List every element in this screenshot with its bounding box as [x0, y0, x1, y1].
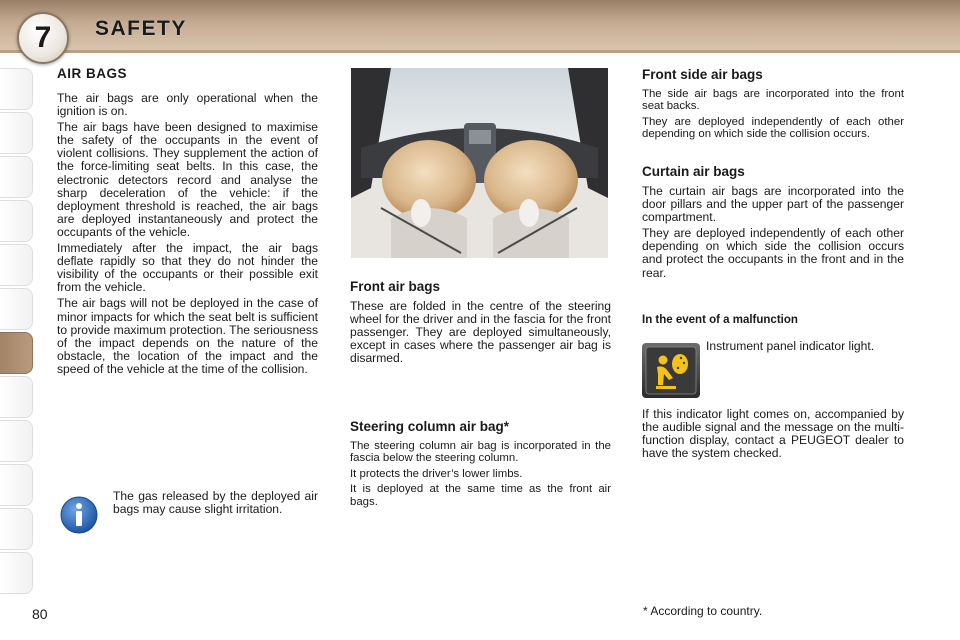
paragraph: They are deployed independently of each other depending on which side the collision occurs and protect the occupants in the front and in the rear. — [642, 226, 904, 280]
section-heading: Front side air bags — [642, 67, 763, 82]
page-number: 80 — [32, 606, 48, 622]
chapter-tab[interactable] — [0, 552, 33, 594]
chapter-tab[interactable] — [0, 156, 33, 198]
info-icon — [59, 495, 99, 535]
malfunction-section — [642, 314, 904, 326]
chapter-tab[interactable] — [0, 376, 33, 418]
left-column — [57, 66, 318, 379]
paragraph: It protects the driver’s lower limbs. — [350, 467, 523, 480]
section-heading: AIR BAGS — [57, 66, 128, 81]
paragraph: It is deployed at the same time as the front air bags. — [350, 483, 611, 508]
paragraph: The side air bags are incorporated into the front seat backs. — [642, 88, 904, 113]
chapter-tab[interactable] — [0, 508, 33, 550]
footnote: * According to country. — [643, 604, 763, 618]
paragraph: The curtain air bags are incorporated into the door pillars and the upper part of the passenger compartment. — [642, 184, 904, 225]
chapter-tab[interactable] — [0, 68, 33, 110]
paragraph: The air bags will not be deployed in the case of minor impacts for which the seat belt is sufficient to provide maximum protection. The seriousness of the impact depends on the nature of the obstacle, the location of the impact and the speed of the vehicle at the time of the collision. — [57, 296, 318, 376]
header-divider — [0, 50, 960, 53]
section-heading: Steering column air bag* — [350, 419, 510, 434]
chapter-tab[interactable] — [0, 112, 33, 154]
chapter-tab[interactable] — [0, 464, 33, 506]
info-note-text: The gas released by the deployed air bags may cause slight irritation. — [113, 489, 318, 517]
paragraph: They are deployed independently of each other depending on which side the collision occurs. — [642, 115, 904, 141]
airbag-warning-icon — [642, 343, 700, 398]
front-airbags-illustration — [351, 68, 608, 258]
indicator-caption — [706, 340, 904, 356]
curtain-airbags-section — [642, 164, 904, 283]
paragraph: If this indicator light comes on, accompanied by the audible signal and the message on the multi-function display, contact a PEUGEOT dealer to have the system checked. — [642, 407, 904, 461]
chapter-tabs — [0, 68, 40, 580]
chapter-tab[interactable] — [0, 420, 33, 462]
malfunction-text-block — [642, 408, 904, 463]
paragraph: The air bags are only operational when the ignition is on. — [57, 91, 318, 119]
side-airbags-section — [642, 67, 904, 144]
section-heading: Front air bags — [350, 279, 441, 294]
chapter-tab[interactable] — [0, 244, 33, 286]
paragraph: The steering column air bag is incorporated in the fascia below the steering column. — [350, 440, 611, 465]
chapter-number-badge: 7 — [17, 12, 69, 64]
cabin-airbags-image — [351, 68, 608, 258]
section-heading: Curtain air bags — [642, 164, 745, 179]
info-note — [113, 490, 318, 519]
chapter-tab[interactable] — [0, 200, 33, 242]
indicator-label: Instrument panel indicator light. — [706, 339, 875, 353]
section-heading: In the event of a malfunction — [642, 314, 798, 326]
chapter-tab-active[interactable] — [0, 332, 33, 374]
paragraph: These are folded in the centre of the steering wheel for the driver and in the fascia for the front passenger. They are deployed simultaneously, except in cases where the passenger air bag is disarmed. — [350, 299, 611, 366]
paragraph: The air bags have been designed to maximise the safety of the occupants in the event of violent collisions. They supplement the action of the force-limiting seat belts. In this case, the electronic detectors record and analyse the sharp deceleration of the vehicle: if the deployment threshold is reached, the air bags are deployed instantaneously and protect the occupants of the vehicle. — [57, 120, 318, 239]
front-airbags-section — [350, 279, 611, 368]
chapter-tab[interactable] — [0, 288, 33, 330]
chapter-title: SAFETY — [95, 17, 187, 40]
steering-airbag-section — [350, 419, 611, 511]
paragraph: Immediately after the impact, the air bags deflate rapidly so that they do not hinder the visibility of the occupants or their possible exit from the vehicle. — [57, 241, 318, 295]
